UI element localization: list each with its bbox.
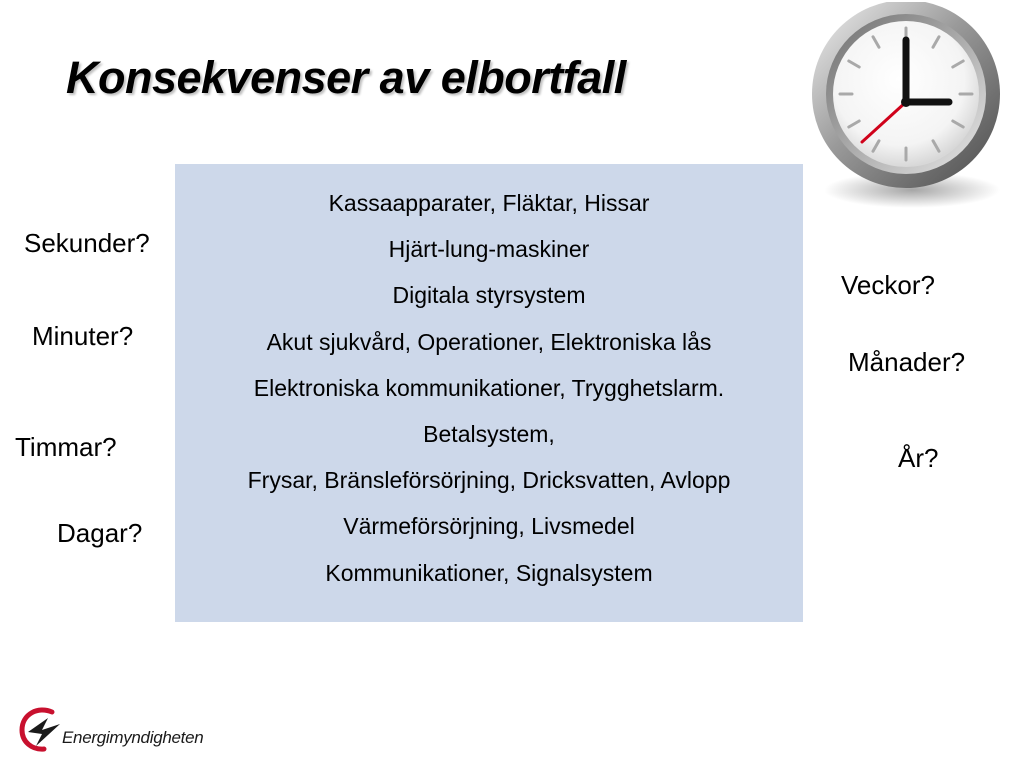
list-item: Frysar, Bränsleförsörjning, Dricksvatten, Avlopp <box>247 467 731 494</box>
duration-label-weeks: Veckor? <box>841 270 935 300</box>
list-item: Kassaapparater, Fläktar, Hissar <box>328 190 650 216</box>
duration-label-years: År? <box>898 443 939 473</box>
list-item: Hjärt-lung-maskiner <box>388 236 590 263</box>
duration-label-months: Månader? <box>848 347 966 377</box>
duration-label-hours: Timmar? <box>15 432 117 462</box>
logo-text: Energimyndigheten <box>62 728 204 747</box>
consequences-list <box>175 187 803 603</box>
list-item: Elektroniska kommunikationer, Trygghetslarm. <box>253 374 725 401</box>
list-item: Kommunikationer, Signalsystem <box>325 559 653 586</box>
list-item: Digitala styrsystem <box>392 282 586 309</box>
duration-label-minutes: Minuter? <box>32 321 134 351</box>
energimyndigheten-logo-icon <box>18 704 68 754</box>
clock-icon <box>806 2 1016 217</box>
list-item: Värmeförsörjning, Livsmedel <box>343 513 635 540</box>
list-item: Akut sjukvård, Operationer, Elektroniska lås <box>266 328 712 355</box>
slide-title: Konsekvenser av elbortfall <box>66 52 626 103</box>
list-item: Betalsystem, <box>423 420 555 447</box>
consequences-box <box>175 164 803 622</box>
duration-label-seconds: Sekunder? <box>24 228 150 258</box>
energimyndigheten-logo <box>18 704 228 754</box>
duration-label-days: Dagar? <box>57 518 143 548</box>
